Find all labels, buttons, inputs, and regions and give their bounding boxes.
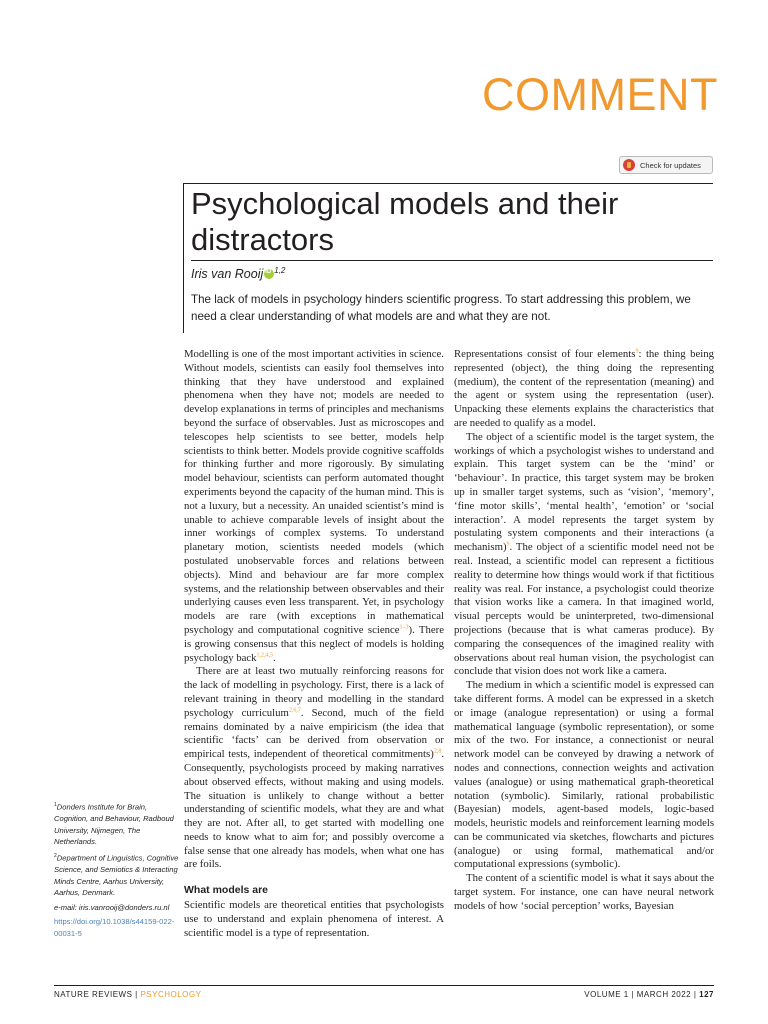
- affiliation-2: $^2$Department of Linguistics, Cognitive Science, and Semiotics & Interacting Minds Centre, Aarhus University, Aarhus, Denmark.: [54, 852, 179, 898]
- check-for-updates-button[interactable]: [619, 156, 713, 174]
- reference-link[interactable]: 9: [506, 541, 510, 548]
- reference-link[interactable]: 2,8: [433, 748, 442, 755]
- body-column-2: [454, 348, 714, 914]
- check-for-updates-label: Check for updates: [640, 160, 701, 170]
- paragraph: Scientific models are theoretical entities that psychologists use to understand and explain phenomena of interest. A scientific model is a type of representation.: [184, 899, 444, 939]
- reference-link[interactable]: 1,2,4,5: [256, 651, 274, 658]
- footer-journal: NATURE REVIEWS | PSYCHOLOGY: [54, 990, 202, 999]
- crossmark-icon: [623, 159, 635, 171]
- orcid-icon[interactable]: [264, 269, 274, 279]
- reference-link[interactable]: 9: [635, 348, 639, 355]
- footer-volume: VOLUME 1 | MARCH 2022 | 127: [584, 990, 714, 999]
- title-top-rule: [183, 183, 713, 184]
- paragraph: Modelling is one of the most important activities in science. Without models, scientists can easily fool themselves into thinking that they have understood and explained phenomena when they have not; models are needed to develop explanations in terms of principles and mechanisms beyond the surface of observables. Just as microscopes and telescopes help scientists to see better, models help scientists to think better. Models provide cognitive scaffolds for thinking further and more rigorously. By simulating model behaviour, scientists can perform automated thought experiments beyond the capacity of the human mind. This is not a luxury, but a necessity. An unaided scientist’s mind is unable to achieve comparable levels of insight about the inner workings of complex systems. To understand planetary motion, scientists needed models (which postulated unobservable forces and relations between objects). Mind and behaviour are far more complex systems, and the relationship between observables and their underlying causes even less transparent. Yet, in psychology models are rare (with exceptions in mathematical psychology and computational cognitive science$^{1-3}$). There is growing consensus that this neglect of models is holding psychology back$^{1,2,4,5}$.: [184, 348, 444, 664]
- title-side-rule: [183, 183, 184, 333]
- title-bottom-rule: [191, 260, 713, 261]
- paragraph: The medium in which a scientific model is expressed can take different forms. A model can be expressed in a sketch or image (analogue representation) or using a formal mathematical language (symbolic representation), or some mix of the two. For instance, a connectionist or neural network model can be conveyed by drawing a network of nodes and connections, connection weights and activation values (analogue) or using mathematical graph-theoretical notation (symbolic). Similarly, rational probabilistic (Bayesian) models, agent-based models, logic-based models, heuristic models and reinforcement learning models can be communicated via sketches, flowcharts and pictures (analogue) or using formal, mathematical and/or computational expressions (symbolic).: [454, 679, 715, 871]
- page-number: 127: [699, 990, 714, 999]
- affiliation-1: $^1$Donders Institute for Brain, Cognition, and Behaviour, Radboud University, Nijmegen, The Netherlands.: [54, 802, 174, 847]
- doi-link[interactable]: https://doi.org/10.1038/s44159-022-00031-5: [54, 917, 175, 938]
- footer-rule: [54, 985, 714, 986]
- body-column-1: [184, 348, 444, 940]
- author-name[interactable]: Iris van Rooij: [191, 267, 264, 282]
- section-heading: What models are: [184, 884, 269, 897]
- standfirst: The lack of models in psychology hinders scientific progress. To start addressing this problem, we need a clear understanding of what models are and what they are not.: [191, 293, 691, 323]
- paragraph: There are at least two mutually reinforcing reasons for the lack of modelling in psychology. First, there is a lack of relevant training in theory and modelling in the standard psychology curriculum$^{2,6,7}$. Second, much of the field remains dominated by a naive empiricism (the idea that scientific ‘facts’ can be derived from observation or empirical tests, independent of theoretical commitments)$^{2,8}$. Consequently, psychologists proceed by making narratives about observed effects, without making and using models. The situation is unlikely to change without a better understanding of scientific models, what they are and what they are not. After all, to get started with modelling one needs to know what to aim for; and possibly overcome a false sense that one already has models, when what one has are foils.: [184, 665, 444, 871]
- email-link[interactable]: e-mail: iris.vanrooij@donders.ru.nl: [54, 902, 170, 912]
- section-label: COMMENT: [482, 69, 718, 120]
- paragraph: Representations consist of four elements$^9$: the thing being represented (object), the thing doing the representing (medium), the content of the representation (meaning) and the agent or system using the representation (user). Unpacking these elements explains the characteristics that are needed to qualify as a model.: [454, 348, 714, 429]
- author-line: [191, 266, 285, 281]
- reference-link[interactable]: 1–3: [399, 624, 409, 631]
- paragraph: The content of a scientific model is what it says about the target system. For instance, one can have neural network models of how ‘social perception’ works, Bayesian: [454, 872, 714, 912]
- paragraph: The object of a scientific model is the target system, the workings of which a psychologist wishes to understand and explain. This target system can be the ‘mind’ or ‘behaviour’. In practice, this target system may be broken up in smaller target systems, such as ‘vision’, ‘memory’, ‘fine motor skills’, ‘mental health’, ‘emotion’ or ‘social interaction’. A model represents the target system by postulating system components and their interactions (a mechanism)$^9$. The object of a scientific model need not be real. Instead, a scientific model can represent a fictitious reality to determine how things would work if that fictitious reality was real. For instance, a psychologist could theorize that vision works like a camera. In that imagined world, visual percepts would be uninterpreted, two-dimensional projections (because that is what cameras produce). By comparing the consequences of the imagined reality with observations about real human vision, the psychologist can conclude that vision does not work like a camera.: [454, 430, 714, 678]
- reference-link[interactable]: 2,6,7: [288, 707, 301, 714]
- author-affiliation-sup: 1,2: [274, 266, 286, 275]
- article-title: Psychological models and their distractors: [191, 186, 619, 257]
- affiliations: [54, 800, 179, 943]
